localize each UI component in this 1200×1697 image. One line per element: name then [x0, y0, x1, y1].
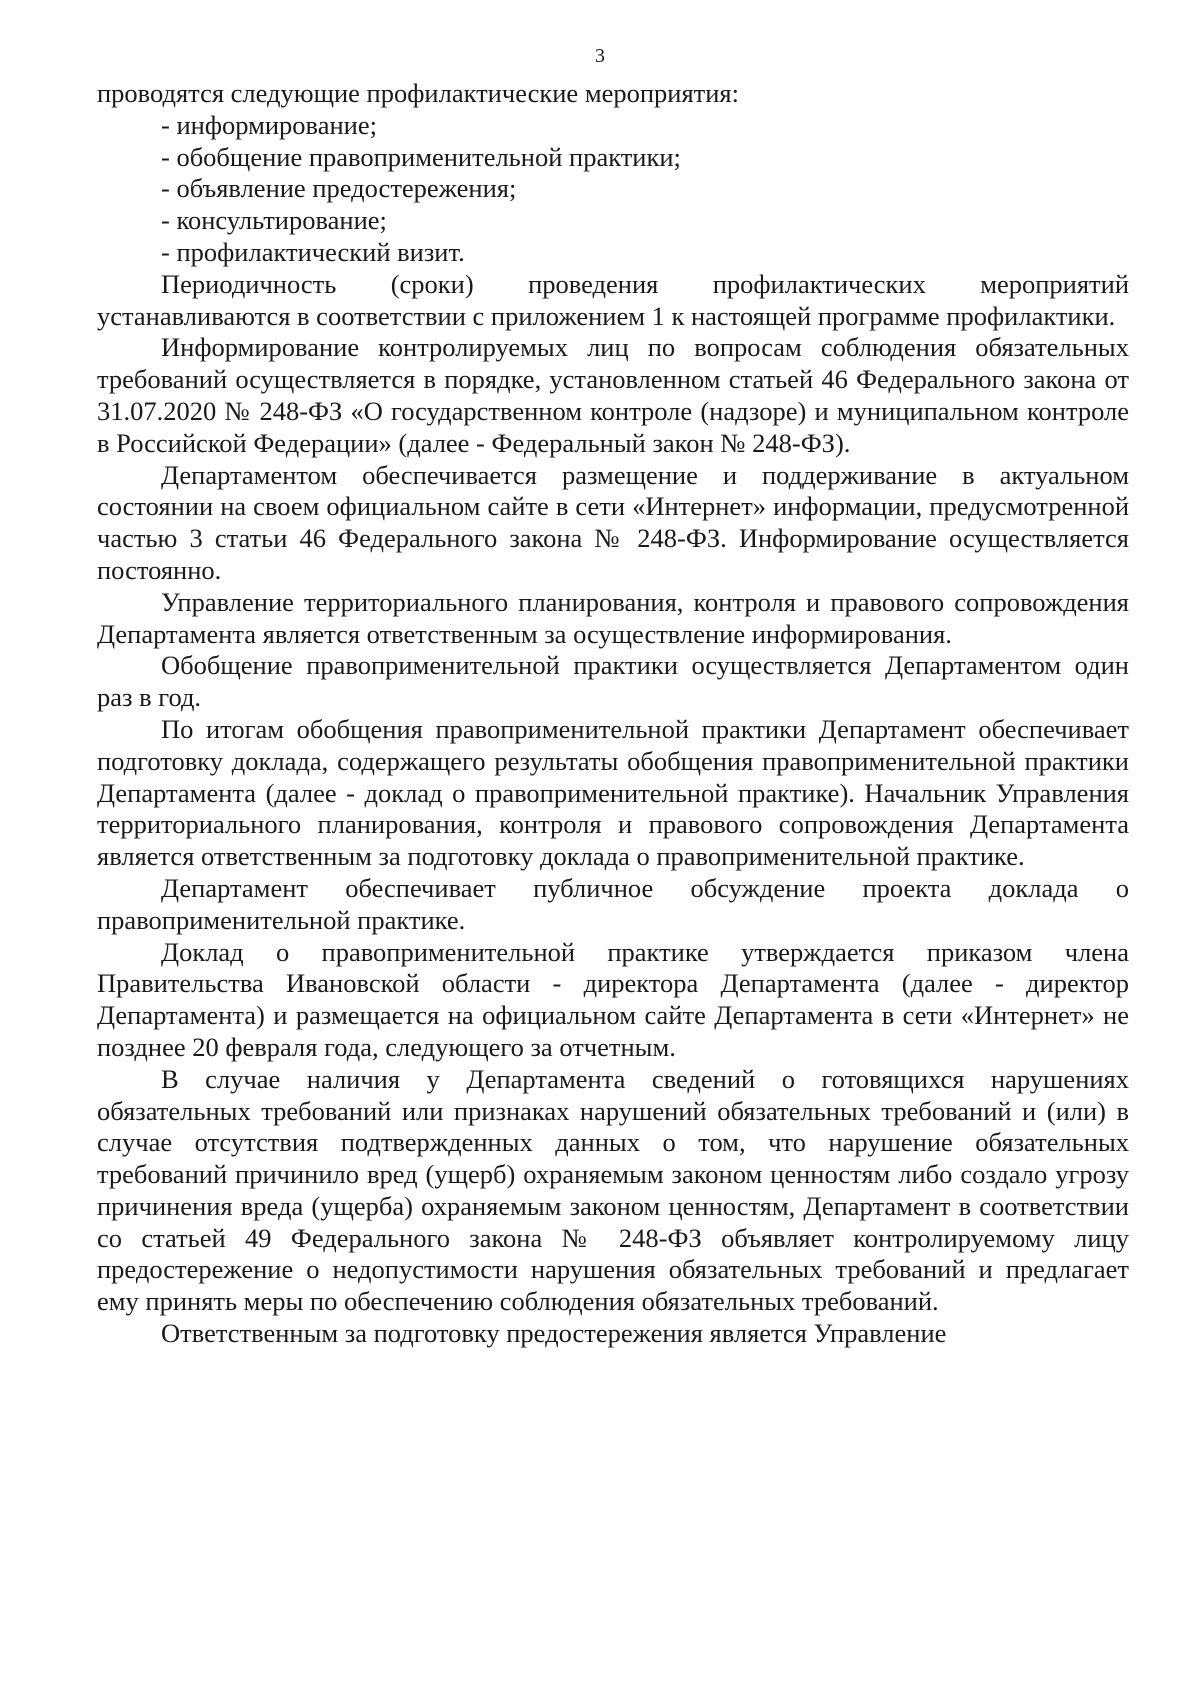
paragraph-public-discussion: Департамент обеспечивает публичное обсуждение проекта доклада о правоприменительной практике.	[97, 872, 1129, 935]
paragraph-report-preparation: По итогам обобщения правоприменительной практики Департамент обеспечивает подготовку доклада, содержащего результаты обобщения правоприменительной практики Департамента (далее - доклад о правоприменительной практике). Начальник Управления территориального планирования, контроля и правового сопровождения Департамента является ответственным за подготовку доклада о правоприменительной практике.	[97, 713, 1129, 872]
paragraph-warning: В случае наличия у Департамента сведений о готовящихся нарушениях обязательных требований или признаках нарушений обязательных требований и (или) в случае отсутствия подтвержденных данных о том, что нарушение обязательных требований причинило вред (ущерб) охраняемым законом ценностям либо создало угрозу причинения вреда (ущерба) охраняемым законом ценностям, Департамент в соответствии со статьей 49 Федерального закона № 248-ФЗ объявляет контролируемому лицу предостережение о недопустимости нарушения обязательных требований и предлагает ему принять меры по обеспечению соблюдения обязательных требований.	[97, 1063, 1129, 1317]
paragraph-report-approval: Доклад о правоприменительной практике утверждается приказом члена Правительства Ивановской области - директора Департамента (далее - директор Департамента) и размещается на официальном сайте Департамента в сети «Интернет» не позднее 20 февраля года, следующего за отчетным.	[97, 936, 1129, 1062]
paragraph-website-info: Департаментом обеспечивается размещение и поддерживание в актуальном состоянии на своем официальном сайте в сети «Интернет» информации, предусмотренной частью 3 статьи 46 Федерального закона № 248-ФЗ. Информирование осуществляется постоянно.	[97, 459, 1129, 585]
page-number: 3	[595, 45, 605, 67]
list-item: - обобщение правоприменительной практики;	[161, 141, 681, 172]
paragraph-warning-responsible: Ответственным за подготовку предостережения является Управление	[161, 1318, 947, 1349]
paragraph-periodicity: Периодичность (сроки) проведения профилактических мероприятий устанавливаются в соответствии с приложением 1 к настоящей программе профилактики.	[97, 268, 1129, 331]
paragraph-informing-order: Информирование контролируемых лиц по вопросам соблюдения обязательных требований осуществляется в порядке, установленном статьей 46 Федерального закона от 31.07.2020 № 248-ФЗ «О государственном контроле (надзоре) и муниципальном контроле в Российской Федерации» (далее - Федеральный закон № 248-ФЗ).	[97, 332, 1129, 458]
document-body	[97, 78, 1129, 1350]
measures-list	[97, 110, 1129, 269]
list-item: - информирование;	[161, 109, 377, 140]
list-item: - профилактический визит.	[161, 236, 465, 267]
list-item: - объявление предостережения;	[161, 173, 517, 204]
paragraph-practice-generalization: Обобщение правоприменительной практики осуществляется Департаментом один раз в год.	[97, 650, 1129, 713]
paragraph-responsible-informing: Управление территориального планирования, контроля и правового сопровождения Департамента является ответственным за осуществление информирования.	[97, 586, 1129, 649]
list-item: - консультирование;	[161, 205, 387, 236]
intro-line: проводятся следующие профилактические мероприятия:	[97, 78, 739, 108]
